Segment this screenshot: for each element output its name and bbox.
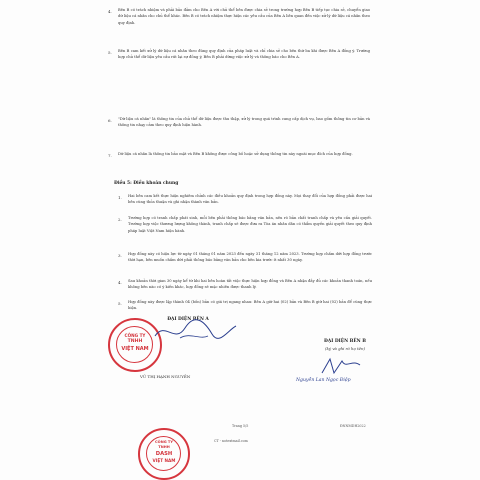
general-paragraph: Hai bên cam kết thực hiện nghiêm chỉnh các điều khoản quy định trong hợp đồng này. Mọi thay đổi của hợp đồng phải được hai bên cùng thỏa thuận và ghi nhận thành văn bản. (128, 194, 372, 205)
page-number: Trang 5/5 (232, 424, 249, 428)
stamp-text: TNHH (127, 339, 143, 344)
general-paragraph: Trường hợp có tranh chấp phát sinh, mỗi bên phải thông báo bằng văn bản, nêu rõ bản chất tranh chấp và yêu cầu giải quyết. Trường hợp việc thương lượng không thành, tranh chấp sẽ được đưa ra Tòa án nhân dân có thẩm quyền giải quyết theo quy định pháp luật Việt Nam hiện hành. (128, 216, 372, 233)
item-number: 2. (118, 217, 122, 222)
document-code: ĐNNMDH2022 (340, 424, 366, 428)
item-number: 4. (118, 280, 122, 285)
clause-paragraph: Dữ liệu cá nhân là thông tin bảo mật và Bên B không được công bố hoặc sử dụng thông tin này ngoài mục đích của hợp đồng. (118, 152, 353, 156)
item-number: 5. (108, 50, 112, 55)
item-number: 7. (108, 153, 112, 158)
stamp-text: CÔNG TY (124, 333, 146, 338)
company-stamp-bottom (138, 428, 190, 480)
clause-paragraph: Bên B cam kết xử lý dữ liệu cá nhân theo đúng quy định của pháp luật và chỉ chia sẻ cho bên thứ ba khi được Bên A đồng ý. Trường hợp chủ thể dữ liệu yêu cầu rút lại sự đồng ý, Bên B phải dừng việc xử lý và thông báo cho Bên A. (118, 49, 370, 60)
general-paragraph: Hợp đồng này có hiệu lực từ ngày 01 tháng 01 năm 2023 đến ngày 31 tháng 12 năm 2023. Trường hợp chấm dứt hợp đồng trước thời hạn, bên muốn chấm dứt phải thông báo bằng văn bản cho bên kia trước ít nhất 30 ngày. (128, 252, 372, 263)
signature-mark-b (318, 355, 368, 379)
clause-paragraph: Bên B có trách nhiệm và phải bảo đảm cho Bên A với chủ thể bên được chia sẻ trong trường hợp Bên B tiếp tục chia sẻ, chuyển giao dữ liệu cá nhân cho chủ thể khác. Bên B có trách nhiệm thực hiện các yêu cầu của Bên A liên quan đến việc xử lý dữ liệu cá nhân theo quy định. (118, 8, 370, 25)
party-b-subtitle: (ký và ghi rõ họ tên) (325, 346, 365, 351)
stamp-text: TNHH (158, 445, 170, 449)
party-b-title: ĐẠI DIỆN BÊN B (324, 339, 366, 344)
general-paragraph: Hợp đồng này được lập thành 04 (bốn) bản có giá trị ngang nhau: Bên A giữ hai (02) bản và Bên B giữ hai (02) bản để cùng thực hiện. (128, 300, 372, 311)
item-number: 3. (118, 253, 122, 258)
item-number: 6. (108, 118, 112, 123)
general-paragraph: Sau khoản thời gian 30 ngày kể từ khi hai bên hoàn tất việc thực hiện hợp đồng và Bên A nhận đầy đủ các khoản thanh toán, nếu không bên nào có ý kiến khác, hợp đồng sẽ mặc nhiên được thanh lý. (128, 279, 372, 290)
stamp-text: VIỆT NAM (121, 346, 149, 352)
party-a-name: VŨ THỊ HẠNH NGUYÊN (140, 374, 191, 379)
signature-mark-a (150, 316, 240, 346)
party-a-title: ĐẠI DIỆN BÊN A (167, 317, 209, 322)
item-number: 5. (118, 301, 122, 306)
stamp-inner-ring (116, 326, 153, 363)
item-number: 1. (118, 195, 122, 200)
clause-paragraph: "Dữ liệu cá nhân" là thông tin của chủ thể dữ liệu được thu thập, xử lý trong quá trình cung cấp dịch vụ, bao gồm thông tin cơ bản và thông tin nhạy cảm theo quy định hiện hành. (118, 117, 370, 128)
watermark-text: CT - notextmail.com (214, 439, 248, 443)
section-heading: Điều 5: Điều khoản chung (114, 181, 179, 186)
stamp-text: DASH (155, 451, 173, 457)
stamp-text: VIỆT NAM (152, 458, 176, 463)
party-b-handwritten-name: Nguyễn Lan Ngọc Điệp (296, 378, 351, 383)
item-number: 4. (108, 9, 112, 14)
stamp-text: CÔNG TY (155, 440, 173, 444)
